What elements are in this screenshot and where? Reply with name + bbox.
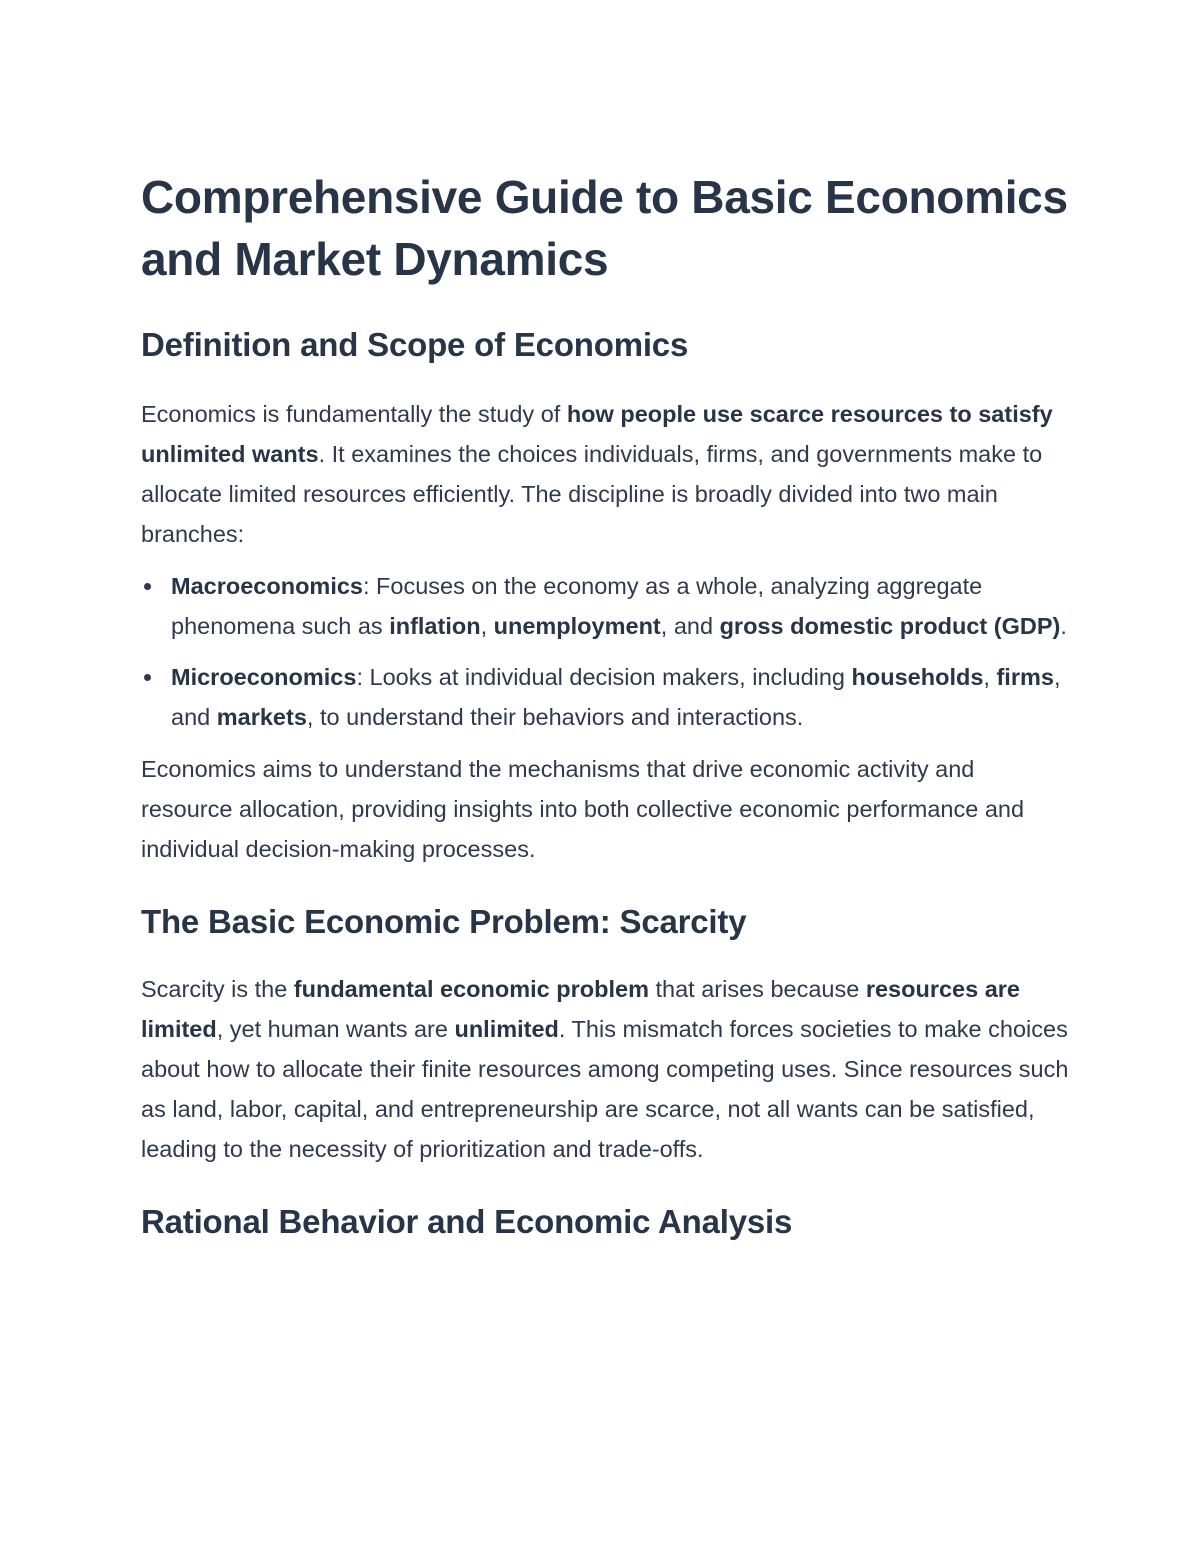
bullet-icon [144, 674, 151, 681]
text-run: , [983, 664, 997, 690]
list-item-term: Macroeconomics [171, 573, 363, 599]
bold-run: markets [216, 704, 307, 730]
text-run: : Focuses on the economy as a whole, analyzing aggregate phenomena such as [171, 573, 983, 639]
list-item-macroeconomics [141, 566, 1071, 646]
document-page [141, 166, 1071, 1243]
list-item-microeconomics [141, 657, 1071, 737]
section-heading-scarcity: The Basic Economic Problem: Scarcity [141, 903, 747, 940]
text-run: . This mismatch forces societies to make choices about how to allocate their finite resources among competing uses. Since resources such as land, labor, capital, and entrepreneurship are scarce, not all wants can be satisfied, leading to the necessity of prioritization and trade-offs. [141, 1016, 1069, 1162]
text-run: : Looks at individual decision makers, including [356, 664, 852, 690]
bold-run: inflation [389, 613, 481, 639]
text-run: . It examines the choices individuals, firms, and governments make to allocate limited resources efficiently. The discipline is broadly divided into two main branches: [141, 441, 1043, 547]
text-run: , and [660, 613, 720, 639]
section-heading-definition: Definition and Scope of Economics [141, 326, 689, 363]
document-title: Comprehensive Guide to Basic Economics and Market Dynamics [141, 171, 1068, 285]
bold-run: fundamental economic problem [293, 976, 649, 1002]
bold-run: households [851, 664, 984, 690]
text-run: Economics is fundamentally the study of [141, 401, 567, 427]
text-run: Scarcity is the [141, 976, 294, 1002]
section-heading-rational: Rational Behavior and Economic Analysis [141, 1203, 793, 1240]
bold-run: unlimited [454, 1016, 559, 1042]
list-item-term: Microeconomics [171, 664, 357, 690]
text-run: , [480, 613, 494, 639]
bold-run: how people use scarce resources to satisfy unlimited wants [141, 401, 1053, 467]
branches-list [141, 566, 1071, 737]
bold-run: firms [996, 664, 1054, 690]
text-run: that arises because [648, 976, 866, 1002]
scarcity-paragraph [141, 969, 1071, 1169]
bold-run: gross domestic product (GDP) [719, 613, 1061, 639]
definition-intro-paragraph [141, 394, 1071, 554]
text-run: , to understand their behaviors and interactions. [306, 704, 804, 730]
text-run: , and [171, 664, 1061, 730]
text-run: , yet human wants are [216, 1016, 455, 1042]
text-run: . [1060, 613, 1067, 639]
bold-run: unemployment [493, 613, 661, 639]
bold-run: resources are limited [141, 976, 1020, 1042]
bullet-icon [144, 583, 151, 590]
definition-closing-paragraph: Economics aims to understand the mechanisms that drive economic activity and resource allocation, providing insights into both collective economic performance and individual decision-making processes. [141, 756, 1025, 862]
